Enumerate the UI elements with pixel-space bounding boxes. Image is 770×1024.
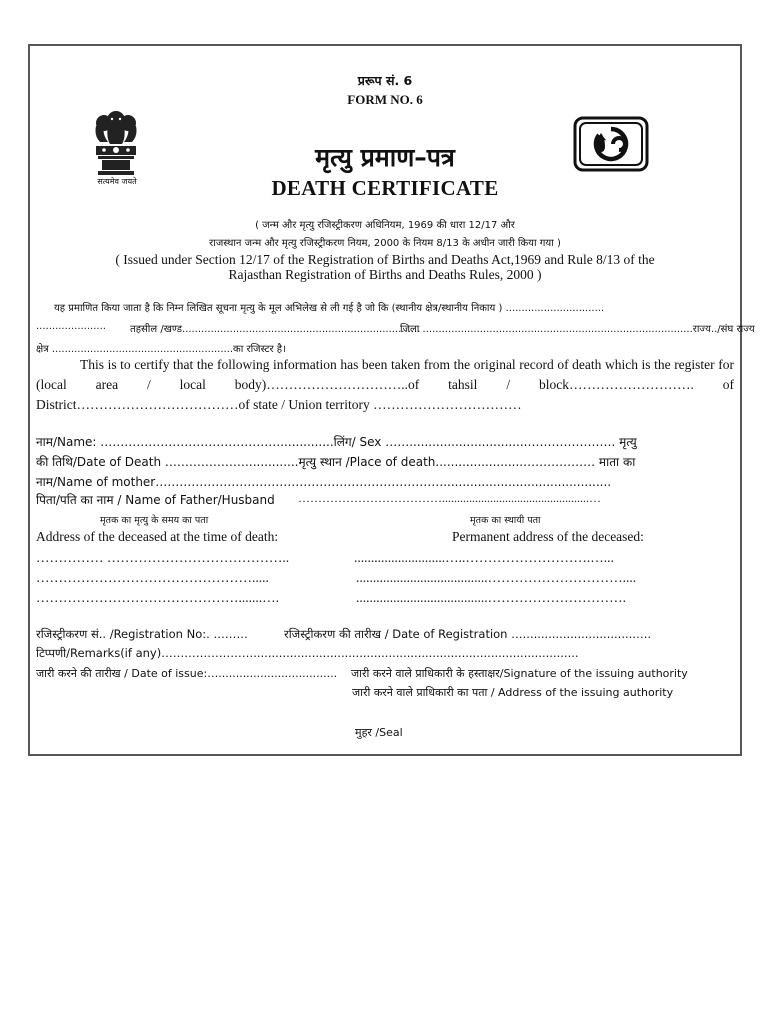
signature-authority-label: जारी करने वाले प्राधिकारी के हस्ताक्षर/Signature of the issuing authority [351, 667, 688, 680]
form-number-english: FORM NO. 6 [347, 92, 423, 107]
name-sex-line: नाम/Name: ………………………………………..............लिंग/ Sex ……...............................…………………. मृत्यु [36, 435, 637, 449]
address-at-death-english: Address of the deceased at the time of death: [36, 529, 279, 544]
issued-under-hindi-line1: ( जन्म और मृत्यु रजिस्ट्रीकरण अधिनियम, 1969 की धारा 12/17 और [255, 220, 515, 231]
date-of-issue-label: जारी करने की तारीख / Date of issue:….................................. [36, 667, 338, 680]
permanent-address-line: .......................................………………………….... [356, 570, 637, 585]
date-of-death-line: की तिथि/Date of Death ………………….............मृत्यु स्थान /Place of death.......................……………… माता का [36, 455, 636, 469]
father-husband-dots: ……………………………….................................................… [298, 491, 601, 505]
address-at-death-line: ……………………………………….......…. [36, 590, 279, 605]
registration-date-label: रजिस्ट्रीकरण की तारीख / Date of Registration …..............................….. [284, 627, 652, 641]
certify-hindi-line3: क्षेत्र .........................................................का रजिस्टर है। [36, 344, 286, 355]
permanent-address-english: Permanent address of the deceased: [452, 529, 644, 544]
issued-under-english-line2: Rajasthan Registration of Births and Deaths Rules, 2000 ) [228, 267, 542, 282]
issued-under-english-line1: ( Issued under Section 12/17 of the Registration of Births and Deaths Act,1969 and Rule 8/13 of the [115, 252, 655, 267]
title-hindi: मृत्यु प्रमाण–पत्र [315, 143, 455, 172]
address-at-death-hindi: मृतक का मृत्यु के समय का पता [100, 515, 209, 526]
permanent-address-line: .......................................…………………………. [356, 590, 626, 605]
address-at-death-line: …………………………………………..... [36, 570, 269, 585]
seal-label: मुहर /Seal [355, 726, 403, 739]
issued-under-hindi-line2: राजस्थान जन्म और मृत्यु रजिस्ट्रीकरण नियम, 2000 के नियम 8/13 के अधीन जारी किया गया ) [209, 238, 561, 249]
permanent-address-line: ...........................…..……………………….…... [354, 550, 614, 565]
permanent-address-hindi: मृतक का स्थायी पता [470, 515, 541, 526]
title-english: DEATH CERTIFICATE [271, 176, 499, 200]
certify-english-paragraph: This is to certify that the following information has been taken from the original record of death which is the register for (local area / local body)…………………………..of tahsil / block………………………. of District………………………………of state / Union territory …………………………… [36, 357, 734, 412]
address-authority-label: जारी करने वाले प्राधिकारी का पता / Address of the issuing authority [352, 686, 674, 699]
mother-name-line: नाम/Name of mother………………………………………………………………............................................ [36, 475, 612, 489]
address-at-death-line: …………… ………………………………….. [36, 550, 290, 565]
certify-hindi-line1: यह प्रमाणित किया जाता है कि निम्न लिखित सूचना मृत्यु के मूल अभिलेख से ली गई है जो कि (स्थानीय क्षेत्र/स्थानीय निकाय ) ............................... [54, 303, 605, 314]
certify-hindi-line2a: ...................... [36, 321, 106, 332]
father-husband-label: पिता/पति का नाम / Name of Father/Husband [36, 493, 275, 507]
registration-number-label: रजिस्ट्रीकरण सं.. /Registration No:. ……… [36, 627, 248, 641]
emblem-caption: सत्यमेव जयते [97, 177, 137, 186]
remarks-line: टिप्पणी/Remarks(if any)……………………......................................................................................... [36, 646, 579, 660]
certify-hindi-line2b: तहसील /खण्ड........................................................................... [130, 324, 421, 335]
form-number-hindi: प्ररूप सं. 6 [357, 73, 413, 88]
certify-hindi-line2c: जिला .....................................................................................राज्य../संघ राज्य [400, 324, 755, 335]
